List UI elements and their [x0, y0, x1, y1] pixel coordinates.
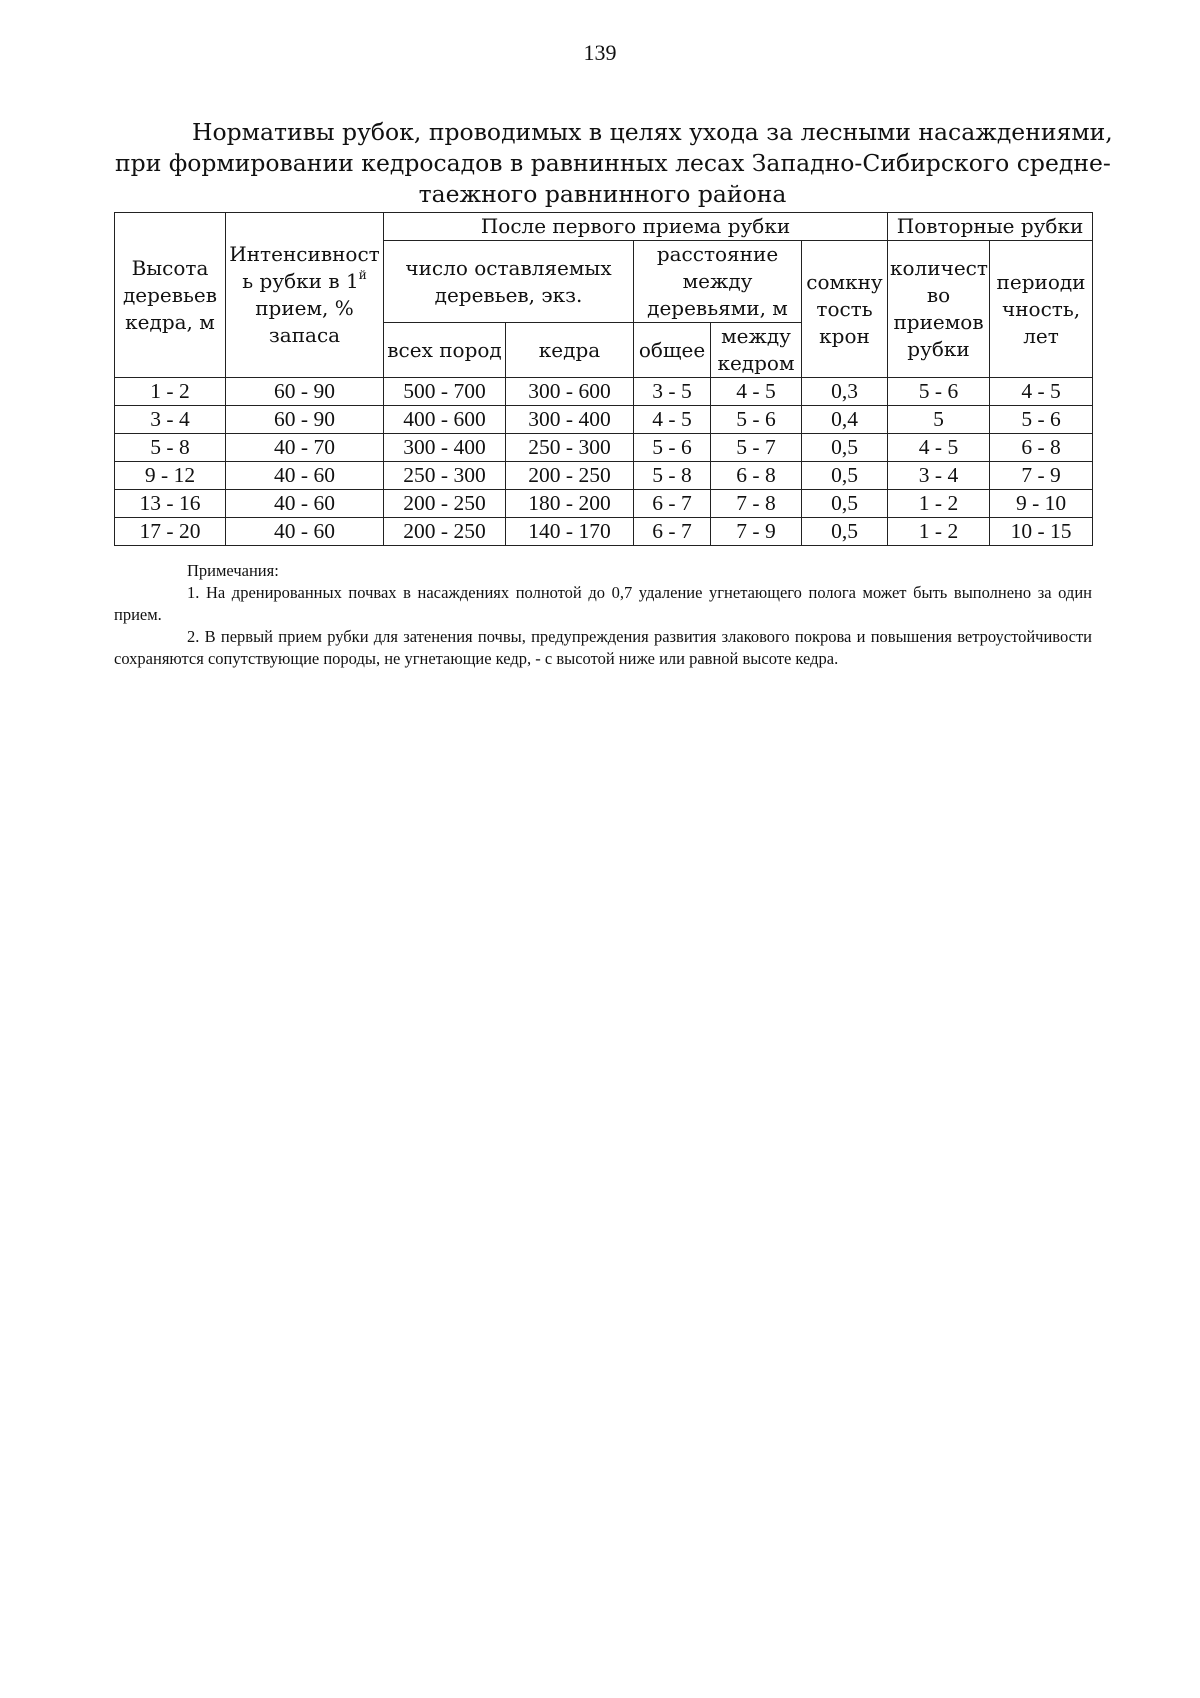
header-general: общее — [634, 323, 711, 378]
table-cell: 5 - 8 — [115, 434, 226, 462]
table-cell: 1 - 2 — [888, 518, 990, 546]
title-line-2: при формировании кедросадов в равнинных лесах Западно-Сибирского средне- — [115, 149, 1111, 177]
table-cell: 40 - 60 — [226, 518, 384, 546]
table-cell: 5 - 6 — [888, 378, 990, 406]
table-cell: 0,5 — [802, 462, 888, 490]
table-cell: 5 - 6 — [990, 406, 1093, 434]
table-cell: 1 - 2 — [115, 378, 226, 406]
table-cell: 0,3 — [802, 378, 888, 406]
norms-table — [114, 212, 1093, 546]
document-title — [115, 117, 1113, 210]
table-row — [115, 462, 1093, 490]
table-cell: 5 - 6 — [711, 406, 802, 434]
header-distance: расстояние между деревьями, м — [634, 241, 802, 323]
title-line-3: таежного равнинного района — [418, 180, 787, 208]
table-cell: 9 - 10 — [990, 490, 1093, 518]
table-cell: 140 - 170 — [506, 518, 634, 546]
table-cell: 4 - 5 — [711, 378, 802, 406]
table-cell: 3 - 4 — [115, 406, 226, 434]
table-cell: 5 — [888, 406, 990, 434]
table-cell: 5 - 6 — [634, 434, 711, 462]
header-all-species: всех пород — [384, 323, 506, 378]
table-cell: 10 - 15 — [990, 518, 1093, 546]
table-cell: 4 - 5 — [634, 406, 711, 434]
table-cell: 400 - 600 — [384, 406, 506, 434]
table-row — [115, 490, 1093, 518]
table-cell: 60 - 90 — [226, 378, 384, 406]
table-cell: 200 - 250 — [384, 490, 506, 518]
table-cell: 0,5 — [802, 518, 888, 546]
table-cell: 7 - 9 — [711, 518, 802, 546]
table-row — [115, 378, 1093, 406]
header-crown-closure: сомкну тость крон — [802, 241, 888, 378]
table-cell: 40 - 70 — [226, 434, 384, 462]
header-trees-left: число оставляемых деревьев, экз. — [384, 241, 634, 323]
table-row — [115, 406, 1093, 434]
note-item: 1. На дренированных почвах в насаждениях полнотой до 0,7 удаление угнетающего полога может быть выполнено за один прием. — [114, 583, 1092, 624]
table-cell: 250 - 300 — [384, 462, 506, 490]
table-cell: 6 - 8 — [711, 462, 802, 490]
table-cell: 17 - 20 — [115, 518, 226, 546]
note-item: 2. В первый прием рубки для затенения почвы, предупреждения развития злакового покрова и повышения ветроустойчивости сохраняются сопутствующие породы, не угнетающие кедр, - с высотой ниже или равной высоте кедра. — [114, 627, 1092, 668]
table-cell: 250 - 300 — [506, 434, 634, 462]
notes-heading: Примечания: — [187, 561, 279, 580]
table-cell: 300 - 400 — [384, 434, 506, 462]
table-cell: 9 - 12 — [115, 462, 226, 490]
table-cell: 0,5 — [802, 434, 888, 462]
table-cell: 0,5 — [802, 490, 888, 518]
table-cell: 60 - 90 — [226, 406, 384, 434]
table-cell: 200 - 250 — [384, 518, 506, 546]
table-cell: 13 - 16 — [115, 490, 226, 518]
table-cell: 6 - 7 — [634, 490, 711, 518]
header-after-first-cut: После первого приема рубки — [384, 213, 888, 241]
header-cedar: кедра — [506, 323, 634, 378]
superscript-ordinal: й — [358, 268, 367, 282]
header-height: Высота деревьев кедра, м — [115, 213, 226, 378]
table-cell: 40 - 60 — [226, 462, 384, 490]
header-periodicity: периоди чность, лет — [990, 241, 1093, 378]
table-cell: 5 - 8 — [634, 462, 711, 490]
header-cut-count: количест во приемов рубки — [888, 241, 990, 378]
table-cell: 0,4 — [802, 406, 888, 434]
table-row — [115, 518, 1093, 546]
table-cell: 40 - 60 — [226, 490, 384, 518]
table-cell: 3 - 5 — [634, 378, 711, 406]
notes-section — [114, 560, 1092, 670]
table-cell: 6 - 7 — [634, 518, 711, 546]
table-cell: 7 - 8 — [711, 490, 802, 518]
table-cell: 6 - 8 — [990, 434, 1093, 462]
table-cell: 1 - 2 — [888, 490, 990, 518]
table-cell: 4 - 5 — [990, 378, 1093, 406]
table-row — [115, 434, 1093, 462]
header-repeat-cuts: Повторные рубки — [888, 213, 1093, 241]
table-cell: 3 - 4 — [888, 462, 990, 490]
table-cell: 4 - 5 — [888, 434, 990, 462]
page-number: 139 — [583, 40, 617, 65]
table-cell: 180 - 200 — [506, 490, 634, 518]
header-intensity: Интенсивност ь рубки в $1^й$ прием, % запаса — [226, 213, 384, 378]
table-cell: 300 - 400 — [506, 406, 634, 434]
title-line-1: Нормативы рубок, проводимых в целях ухода за лесными насаждениями, — [192, 118, 1113, 146]
table-cell: 200 - 250 — [506, 462, 634, 490]
table-cell: 300 - 600 — [506, 378, 634, 406]
table-cell: 7 - 9 — [990, 462, 1093, 490]
table-cell: 500 - 700 — [384, 378, 506, 406]
table-cell: 5 - 7 — [711, 434, 802, 462]
header-between-cedar: между кедром — [711, 323, 802, 378]
